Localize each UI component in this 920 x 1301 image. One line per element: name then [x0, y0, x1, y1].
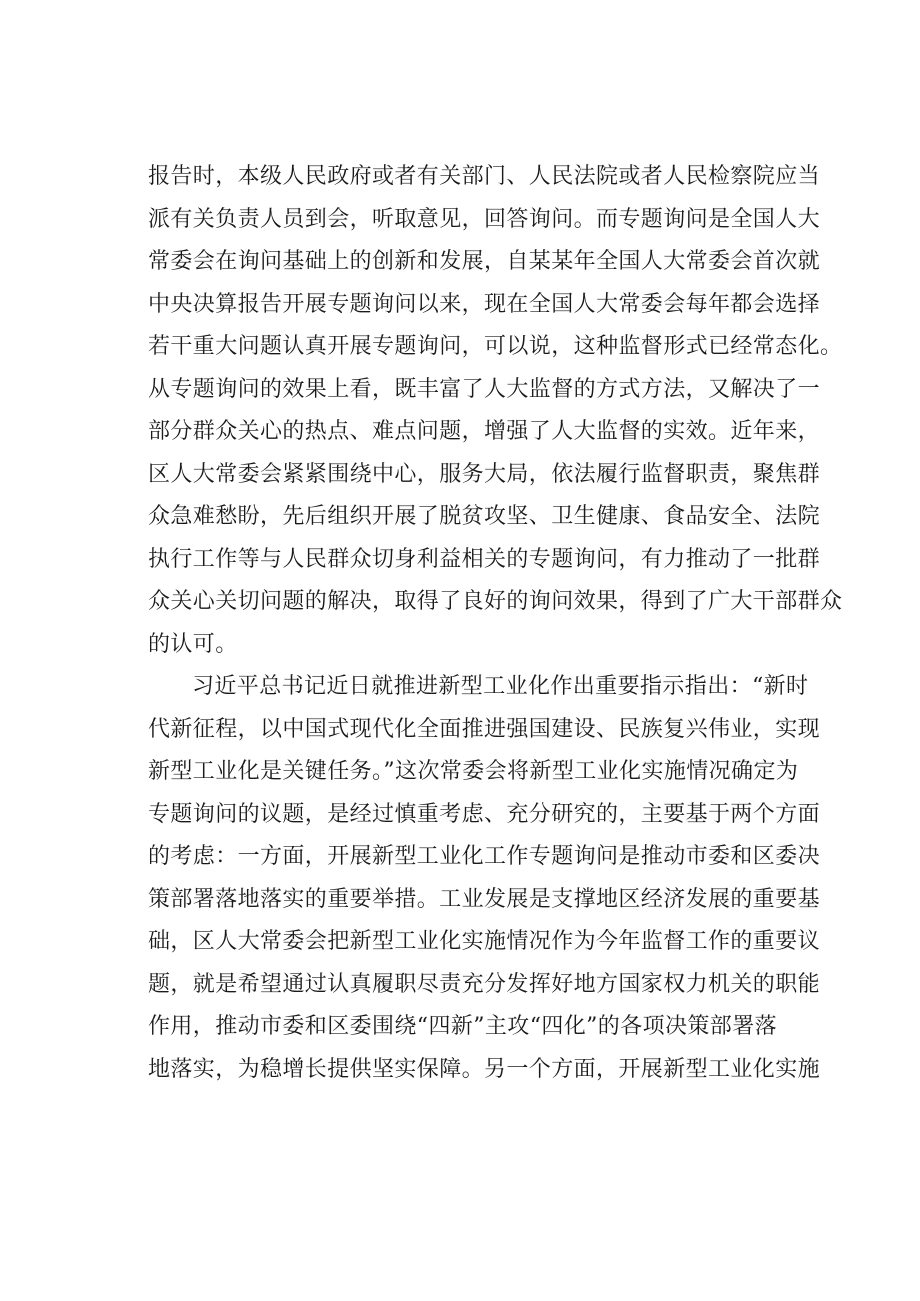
paragraph-line: 题，就是希望通过认真履职尽责充分发挥好地方国家权力机关的职能	[148, 971, 821, 997]
paragraph-line: 执行工作等与人民群众切身利益相关的专题询问，有力推动了一批群	[148, 546, 821, 572]
paragraph-line: 区人大常委会紧紧围绕中心，服务大局，依法履行监督职责，聚焦群	[148, 461, 821, 487]
paragraph-2	[148, 666, 821, 1091]
paragraph-1	[148, 156, 843, 666]
paragraph-line: 作用，推动市委和区委围绕“四新”主攻“四化”的各项决策部署落	[148, 1014, 777, 1039]
paragraph-line: 报告时，本级人民政府或者有关部门、人民法院或者人民检察院应当	[148, 164, 821, 189]
paragraph-line: 派有关负责人员到会，听取意见，回答询问。而专题询问是全国人大	[148, 206, 821, 232]
paragraph-line: 的考虑：一方面，开展新型工业化工作专题询问是推动市委和区委决	[148, 844, 821, 869]
paragraph-line: 众关心关切问题的解决，取得了良好的询问效果，得到了广大干部群众	[148, 589, 843, 614]
paragraph-line: 常委会在询问基础上的创新和发展，自某某年全国人大常委会首次就	[148, 249, 821, 274]
paragraph-line: 策部署落地落实的重要举措。工业发展是支撑地区经济发展的重要基	[148, 886, 821, 912]
paragraph-first-line: 习近平总书记近日就推进新型工业化作出重要指示指出：“新时	[192, 674, 809, 699]
paragraph-line: 从专题询问的效果上看，既丰富了人大监督的方式方法，又解决了一	[148, 376, 821, 402]
paragraph-line: 代新征程，以中国式现代化全面推进强国建设、民族复兴伟业，实现	[148, 716, 821, 742]
paragraph-line: 若干重大问题认真开展专题询问，可以说，这种监督形式已经常态化。	[148, 334, 843, 359]
paragraph-line: 新型工业化是关键任务。”这次常委会将新型工业化实施情况确定为	[148, 759, 799, 784]
paragraph-line: 专题询问的议题，是经过慎重考虑、充分研究的，主要基于两个方面	[148, 801, 821, 827]
paragraph-line: 的认可。	[148, 631, 238, 657]
paragraph-line: 地落实，为稳增长提供坚实保障。另一个方面，开展新型工业化实施	[148, 1056, 821, 1082]
paragraph-line: 础，区人大常委会把新型工业化实施情况作为今年监督工作的重要议	[148, 929, 821, 954]
paragraph-line: 部分群众关心的热点、难点问题，增强了人大监督的实效。近年来，	[148, 419, 821, 444]
paragraph-line: 众急难愁盼，先后组织开展了脱贫攻坚、卫生健康、食品安全、法院	[148, 504, 821, 529]
paragraph-line: 中央决算报告开展专题询问以来，现在全国人大常委会每年都会选择	[148, 291, 821, 317]
